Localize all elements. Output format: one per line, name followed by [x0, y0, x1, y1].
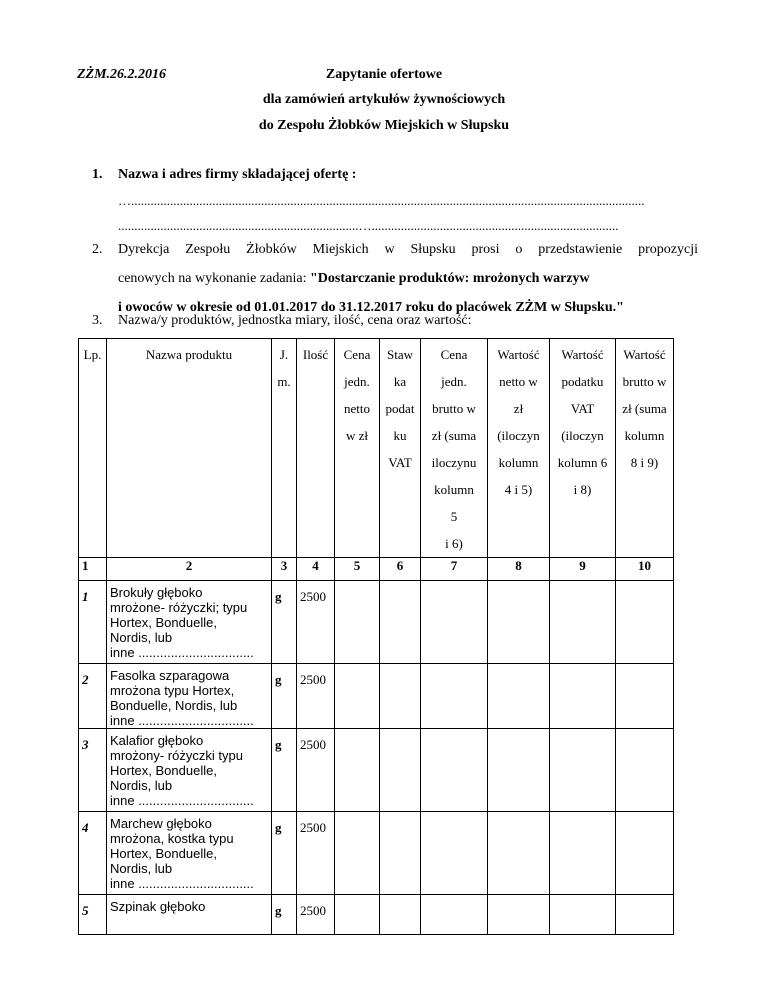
price-cell-col-7[interactable] [421, 581, 488, 664]
quantity-cell: 2500 [297, 812, 335, 895]
column-header-line: Ilość [302, 347, 329, 362]
product-name [107, 895, 272, 935]
column-header-line: (iloczyn [497, 428, 540, 443]
section-1-number: 1. [92, 167, 103, 182]
column-header-line: Cena [343, 347, 371, 362]
quantity-cell: 2500 [297, 729, 335, 812]
price-cell-col-5[interactable] [335, 895, 380, 935]
price-cell-col-5[interactable] [335, 581, 380, 664]
row-lp: 4 [79, 812, 107, 895]
row-lp: 5 [79, 895, 107, 935]
table-row [79, 581, 674, 664]
column-header-line: iloczynu [431, 455, 477, 470]
price-cell-col-8[interactable] [488, 895, 550, 935]
row-lp: 1 [79, 581, 107, 664]
table-row [79, 664, 674, 729]
product-name-line: inne ................................ [110, 645, 254, 660]
price-cell-col-8[interactable] [488, 664, 550, 729]
column-header-line: jedn. [344, 374, 370, 389]
quantity-cell: 2500 [297, 664, 335, 729]
column-header-8 [488, 339, 550, 558]
unit-cell: g [272, 729, 297, 812]
column-header-5 [335, 339, 380, 558]
column-number-10: 10 [616, 558, 674, 581]
product-name [107, 812, 272, 895]
price-cell-col-7[interactable] [421, 664, 488, 729]
row-lp: 2 [79, 664, 107, 729]
unit-cell: g [272, 895, 297, 935]
column-header-line: Staw [387, 347, 413, 362]
column-number-2: 2 [107, 558, 272, 581]
column-header-line: i 6) [445, 536, 463, 551]
price-cell-col-8[interactable] [488, 812, 550, 895]
column-header-line: 4 i 5) [504, 482, 533, 497]
product-name-line: Fasolka szparagowa [110, 668, 230, 683]
column-header-line: jedn. [441, 374, 467, 389]
product-name [107, 664, 272, 729]
product-name-line: Bonduelle, Nordis, lub [110, 698, 238, 713]
unit-cell: g [272, 812, 297, 895]
price-cell-col-7[interactable] [421, 812, 488, 895]
product-name-line: mrożony- różyczki typu [110, 748, 243, 763]
price-cell-col-10[interactable] [616, 581, 674, 664]
column-header-line: kolumn [498, 455, 539, 470]
column-header-line: VAT [570, 401, 595, 416]
section-3-number: 3. [92, 313, 103, 328]
quantity-cell: 2500 [297, 895, 335, 935]
price-cell-col-9[interactable] [550, 664, 616, 729]
section-2-number: 2. [92, 242, 103, 257]
document-subtitle-2: do Zespołu Żłobków Miejskich w Słupsku [258, 118, 510, 133]
column-header-9 [550, 339, 616, 558]
price-cell-col-10[interactable] [616, 812, 674, 895]
price-cell-col-6[interactable] [380, 895, 421, 935]
company-name-line-2: ..........................................................................…............................................................................ [118, 218, 619, 233]
column-header-line: Wartość [561, 347, 604, 362]
column-header-line: Cena [440, 347, 468, 362]
column-header-6 [380, 339, 421, 558]
price-cell-col-9[interactable] [550, 812, 616, 895]
product-name [107, 581, 272, 664]
unit-cell: g [272, 581, 297, 664]
company-name-line-1: ….............................................................................................................................................................. [118, 193, 645, 208]
product-name-line: Szpinak głęboko [110, 899, 206, 914]
column-header-2 [107, 339, 272, 558]
price-cell-col-10[interactable] [616, 895, 674, 935]
product-name-line: mrożona, kostka typu [110, 831, 234, 846]
column-header-line: (iloczyn [561, 428, 604, 443]
price-cell-col-6[interactable] [380, 581, 421, 664]
document-title: Zapytanie ofertowe [325, 67, 443, 82]
product-name-line: Marchew głęboko [110, 816, 212, 831]
price-cell-col-6[interactable] [380, 812, 421, 895]
price-cell-col-5[interactable] [335, 664, 380, 729]
column-number-8: 8 [488, 558, 550, 581]
price-cell-col-10[interactable] [616, 729, 674, 812]
column-header-line: m. [277, 374, 291, 389]
table-row [79, 895, 674, 935]
column-number-5: 5 [335, 558, 380, 581]
column-number-3: 3 [272, 558, 297, 581]
column-number-7: 7 [421, 558, 488, 581]
product-name-line: Kalafior głęboko [110, 733, 204, 748]
price-cell-col-9[interactable] [550, 895, 616, 935]
price-cell-col-6[interactable] [380, 664, 421, 729]
column-header-line: 8 i 9) [630, 455, 659, 470]
column-header-line: Wartość [623, 347, 666, 362]
price-cell-col-6[interactable] [380, 729, 421, 812]
column-header-line: netto [344, 401, 370, 416]
column-header-line: Wartość [497, 347, 540, 362]
column-header-line: ku [393, 428, 407, 443]
document-subtitle-1: dla zamówień artykułów żywnościowych [262, 92, 506, 107]
product-name-line: Brokuły głęboko [110, 585, 203, 600]
product-name-line: mrożone- różyczki; typu [110, 600, 248, 615]
column-header-1 [79, 339, 107, 558]
column-header-line: kolumn [434, 482, 474, 497]
table-row [79, 812, 674, 895]
section-2-line-1: Dyrekcja Zespołu Żłobków Miejskich w Słupsku prosi o przedstawienie propozycji [118, 242, 698, 257]
column-number-6: 6 [380, 558, 421, 581]
column-header-line: ka [393, 374, 407, 389]
column-number-row [79, 558, 674, 581]
quantity-cell: 2500 [297, 581, 335, 664]
product-name-line: Nordis, lub [110, 861, 173, 876]
column-number-9: 9 [550, 558, 616, 581]
column-header-line: brutto w [622, 374, 667, 389]
column-header-10 [616, 339, 674, 558]
column-header-line: J. [279, 347, 289, 362]
section-2-line-2-plain: cenowych na wykonanie zadania: [118, 271, 311, 286]
price-cell-col-5[interactable] [335, 729, 380, 812]
price-cell-col-10[interactable] [616, 664, 674, 729]
column-header-7 [421, 339, 488, 558]
column-header-line: podat [385, 401, 415, 416]
price-cell-col-7[interactable] [421, 895, 488, 935]
column-header-line: Lp. [83, 347, 102, 362]
price-cell-col-9[interactable] [550, 581, 616, 664]
column-header-line: Nazwa produktu [145, 347, 233, 362]
column-header-line: w zł [345, 428, 369, 443]
table-header-row [79, 339, 674, 558]
product-name-line: Hortex, Bonduelle, [110, 763, 217, 778]
column-header-line: kolumn [624, 428, 665, 443]
product-name-line: Hortex, Bonduelle, [110, 615, 217, 630]
column-header-line: 5 [450, 509, 458, 524]
column-header-4 [297, 339, 335, 558]
table-row [79, 729, 674, 812]
reference-number: ZŻM.26.2.2016 [77, 67, 167, 82]
price-cell-col-9[interactable] [550, 729, 616, 812]
price-cell-col-8[interactable] [488, 581, 550, 664]
column-header-3 [272, 339, 297, 558]
product-name-line: Hortex, Bonduelle, [110, 846, 217, 861]
column-number-1: 1 [79, 558, 107, 581]
column-header-line: zł (suma [622, 401, 667, 416]
price-cell-col-8[interactable] [488, 729, 550, 812]
row-lp: 3 [79, 729, 107, 812]
task-name-start: "Dostarczanie produktów: mrożonych warzyw [310, 271, 590, 286]
offer-table [78, 338, 674, 935]
section-2-text [118, 235, 698, 322]
column-header-line: zł [513, 401, 524, 416]
section-2-line-2 [118, 264, 698, 293]
product-name-line: mrożona typu Hortex, [110, 683, 235, 698]
product-name-line: Nordis, lub [110, 630, 173, 645]
price-cell-col-5[interactable] [335, 812, 380, 895]
task-name-end: i owoców w okresie od 01.01.2017 do 31.12.2017 roku do placówek ZŻM w Słupsku." [118, 300, 624, 315]
product-name-line: inne ................................ [110, 713, 254, 728]
section-3-label: Nazwa/y produktów, jednostka miary, ilość, cena oraz wartość: [118, 313, 472, 328]
product-name-line: inne ................................ [110, 793, 254, 808]
column-number-4: 4 [297, 558, 335, 581]
column-header-line: VAT [388, 455, 412, 470]
column-header-line: podatku [561, 374, 604, 389]
product-name-line: Nordis, lub [110, 778, 173, 793]
column-header-line: netto w [499, 374, 538, 389]
column-header-line: zł (suma [431, 428, 477, 443]
column-header-line: i 8) [573, 482, 592, 497]
column-header-line: brutto w [432, 401, 476, 416]
column-header-line: kolumn 6 [557, 455, 608, 470]
section-1-label: Nazwa i adres firmy składającej ofertę : [118, 167, 357, 182]
product-name [107, 729, 272, 812]
unit-cell: g [272, 664, 297, 729]
product-name-line: inne ................................ [110, 876, 254, 891]
price-cell-col-7[interactable] [421, 729, 488, 812]
